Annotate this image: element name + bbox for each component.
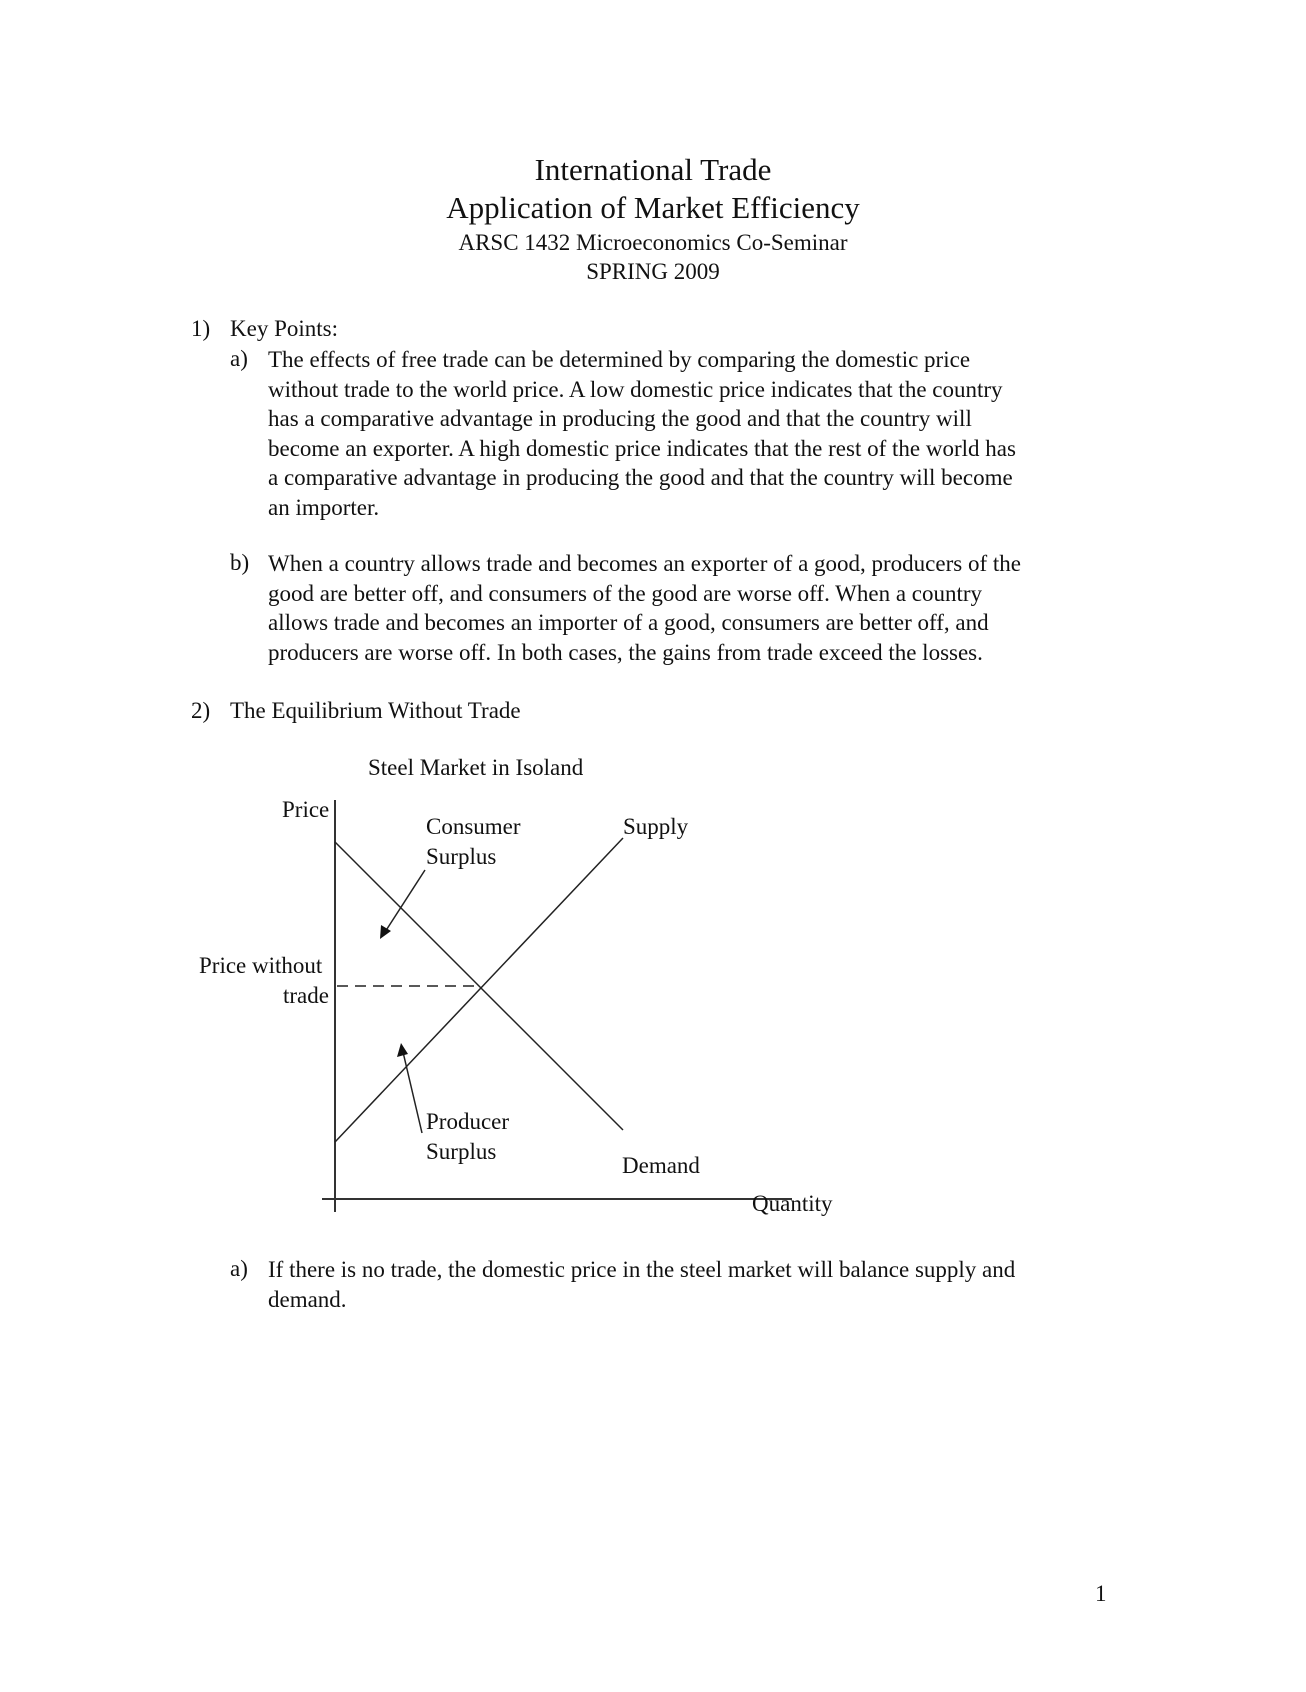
item-1a-line: an importer. [268,494,380,520]
consumer-surplus-label-line2: Surplus [426,844,497,869]
item-1b-line: When a country allows trade and becomes an exporter of a good, producers of the [268,551,1021,576]
page-number: 1 [1095,1581,1107,1606]
producer-surplus-arrow [403,1052,422,1133]
diagram-title: Steel Market in Isoland [368,755,584,780]
item-2a-line: demand. [268,1286,347,1312]
supply-label: Supply [623,814,689,839]
item-1b-label: b) [230,550,250,575]
price-without-trade-label-line2: trade [283,983,329,1008]
producer-surplus-label-line1: Producer [426,1109,510,1134]
item-1a-line: The effects of free trade can be determined by comparing the domestic price [268,347,971,372]
item-1a-line: become an exporter. A high domestic price indicates that the rest of the world has [268,435,1016,461]
term-label: SPRING 2009 [586,259,720,284]
supply-curve [335,838,623,1142]
section-2-number: 2) [191,698,211,723]
item-2a-line: If there is no trade, the domestic price in the steel market will balance supply and [268,1257,1016,1282]
item-1b-line: allows trade and becomes an importer of a good, consumers are better off, and [268,610,989,635]
producer-surplus-arrowhead [397,1043,408,1057]
item-1a-line: a comparative advantage in producing the good and that the country will become [268,465,1013,490]
item-1a-label: a) [230,346,248,371]
document-title: International Trade [534,152,772,187]
consumer-surplus-arrow [385,870,425,932]
section-1-heading: Key Points: [230,316,338,341]
item-1b-line: producers are worse off. In both cases, the gains from trade exceed the losses. [268,639,983,665]
course-name: ARSC 1432 Microeconomics Co-Seminar [458,230,848,255]
item-2a-label: a) [230,1256,248,1281]
item-1b-line: good are better off, and consumers of the good are worse off. When a country [268,580,983,606]
producer-surplus-label-line2: Surplus [426,1139,497,1164]
quantity-axis-label: Quantity [752,1191,833,1216]
section-2-heading: The Equilibrium Without Trade [230,698,521,723]
section-1-number: 1) [191,316,211,341]
document-subtitle: Application of Market Efficiency [446,190,860,225]
item-2a-paragraph [268,1255,1128,1314]
demand-label: Demand [622,1153,700,1178]
consumer-surplus-arrowhead [380,925,391,939]
item-1a-line: has a comparative advantage in producing the good and that the country will [268,406,972,431]
price-axis-label: Price [282,797,330,822]
consumer-surplus-label-line1: Consumer [426,814,521,839]
price-without-trade-label-line1: Price without [199,953,323,978]
item-1a-line: without trade to the world price. A low domestic price indicates that the country [268,376,1003,402]
